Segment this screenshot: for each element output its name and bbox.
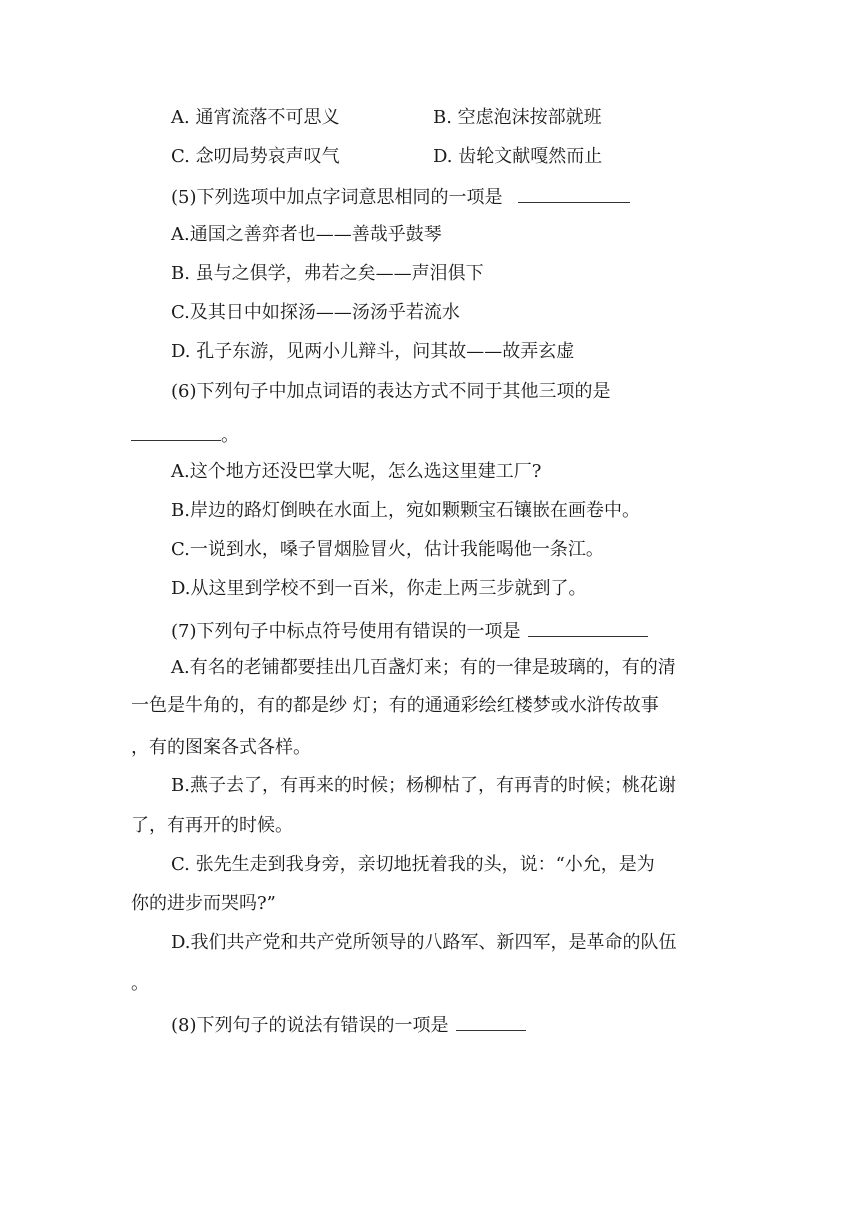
q7-option-d-line1: D.我们共产党和共产党所领导的八路军、新四军，是革命的队伍	[171, 932, 677, 953]
q5-stem: (5)下列选项中加点字词意思相同的一项是	[171, 187, 503, 208]
q7-option-a-line1: A.有名的老铺都要挂出几百盏灯来；有的一律是玻璃的，有的清	[171, 657, 676, 678]
q6-answer-blank[interactable]	[131, 422, 221, 441]
q5-option-d: D. 孔子东游，见两小儿辩斗，问其故——故弄玄虚	[171, 341, 575, 362]
q4-option-b: B. 空虑泡沫按部就班	[433, 107, 602, 128]
q7-option-b-line1: B.燕子去了，有再来的时候；杨柳枯了，有再青的时候；桃花谢	[171, 775, 676, 796]
q6-option-a: A.这个地方还没巴掌大呢，怎么选这里建工厂?	[171, 461, 542, 482]
q8-stem: (8)下列句子的说法有错误的一项是	[171, 1015, 449, 1036]
q6-option-c: C.一说到水，嗓子冒烟脸冒火，估计我能喝他一条江。	[171, 539, 604, 560]
q5-option-b: B. 虽与之俱学，弗若之矣——声泪俱下	[171, 263, 484, 284]
q6-stem: (6)下列句子中加点词语的表达方式不同于其他三项的是	[171, 381, 611, 402]
q5-question	[171, 184, 630, 210]
q7-option-c-line1: C. 张先生走到我身旁，亲切地抚着我的头，说：“小允，是为	[171, 854, 655, 875]
q6-question-end	[131, 422, 239, 448]
q7-question	[171, 618, 648, 644]
q5-option-a: A.通国之善弈者也——善哉乎鼓琴	[171, 224, 442, 245]
q5-option-c: C.及其日中如探汤——汤汤乎若流水	[171, 302, 460, 323]
q7-answer-blank[interactable]	[528, 618, 648, 637]
q8-question	[171, 1012, 526, 1038]
q4-option-d: D. 齿轮文献嘎然而止	[433, 146, 603, 167]
q7-option-a-line3: ，有的图案各式各样。	[131, 737, 311, 758]
q7-stem: (7)下列句子中标点符号使用有错误的一项是	[171, 621, 521, 642]
q6-option-d: D.从这里到学校不到一百米，你走上两三步就到了。	[171, 578, 587, 599]
q7-option-c-line2: 你的进步而哭吗?”	[131, 893, 276, 914]
q6-option-b: B.岸边的路灯倒映在水面上，宛如颗颗宝石镶嵌在画卷中。	[171, 500, 640, 521]
q7-option-a-line2: 一色是牛角的，有的都是纱 灯；有的通通彩绘红楼梦或水浒传故事	[131, 695, 659, 716]
q6-stem-end: 。	[221, 425, 239, 446]
q5-answer-blank[interactable]	[518, 184, 630, 203]
q8-answer-blank[interactable]	[456, 1012, 526, 1031]
q4-option-a: A. 通宵流落不可思义	[171, 107, 340, 128]
q7-option-d-line2: 。	[131, 973, 149, 994]
q7-option-b-line2: 了，有再开的时候。	[131, 815, 293, 836]
q4-option-c: C. 念叨局势哀声叹气	[171, 146, 340, 167]
